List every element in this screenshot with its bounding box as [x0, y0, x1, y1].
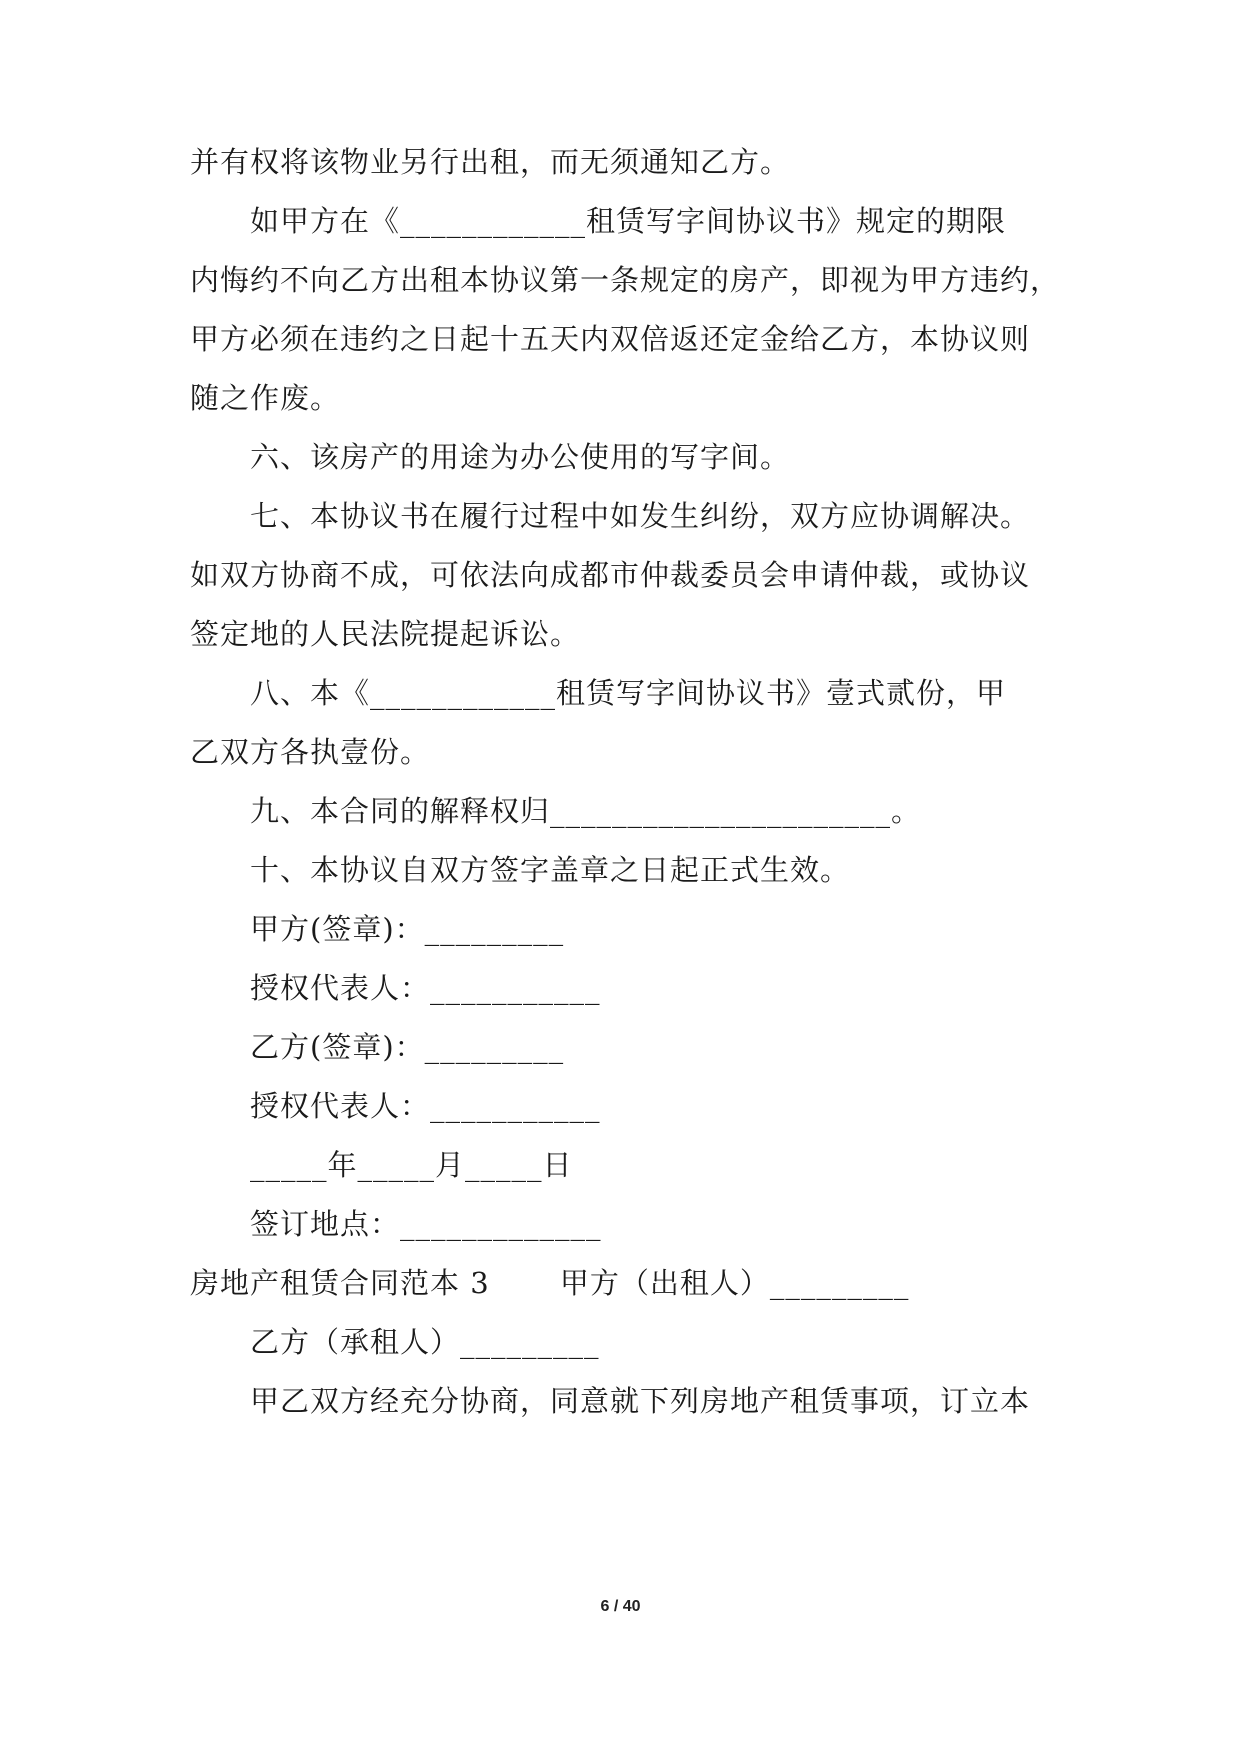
signing-place-line: 签订地点：_____________	[250, 1207, 602, 1241]
page-number: 6 / 40	[600, 1598, 641, 1615]
signature-line-representative-b: 授权代表人：___________	[250, 1089, 601, 1123]
text-line-22: 甲乙双方经充分协商，同意就下列房地产租赁事项，订立本	[250, 1384, 1031, 1418]
text-line-11: 乙双方各执壹份。	[190, 735, 431, 769]
party-b-line: 乙方（承租人）_________	[250, 1325, 600, 1359]
signature-line-party-b: 乙方(签章)：_________	[250, 1030, 565, 1064]
text-line-6: 六、该房产的用途为办公使用的写字间。	[250, 440, 791, 474]
text-line-7: 七、本协议书在履行过程中如发生纠纷，双方应协调解决。	[250, 499, 1031, 533]
text-line-9: 签定地的人民法院提起诉讼。	[190, 617, 581, 651]
contract-heading-line: 房地产租赁合同范本 3 甲方（出租人）_________	[190, 1266, 910, 1300]
signature-line-party-a: 甲方(签章)：_________	[250, 912, 565, 946]
text-line-1: 并有权将该物业另行出租，而无须通知乙方。	[190, 145, 791, 179]
text-line-2: 如甲方在《____________租赁写字间协议书》规定的期限	[250, 204, 1007, 238]
date-line: _____年_____月_____日	[250, 1148, 573, 1182]
text-line-5: 随之作废。	[190, 381, 341, 415]
text-line-10: 八、本《____________租赁写字间协议书》壹式贰份，甲	[250, 676, 1007, 710]
text-line-12: 九、本合同的解释权归______________________。	[250, 794, 922, 828]
text-line-13: 十、本协议自双方签字盖章之日起正式生效。	[250, 853, 851, 887]
signature-line-representative-a: 授权代表人：___________	[250, 971, 601, 1005]
text-line-3: 内悔约不向乙方出租本协议第一条规定的房产，即视为甲方违约，	[190, 263, 1061, 297]
text-line-8: 如双方协商不成，可依法向成都市仲裁委员会申请仲裁，或协议	[190, 558, 1031, 592]
text-line-4: 甲方必须在违约之日起十五天内双倍返还定金给乙方，本协议则	[190, 322, 1031, 356]
